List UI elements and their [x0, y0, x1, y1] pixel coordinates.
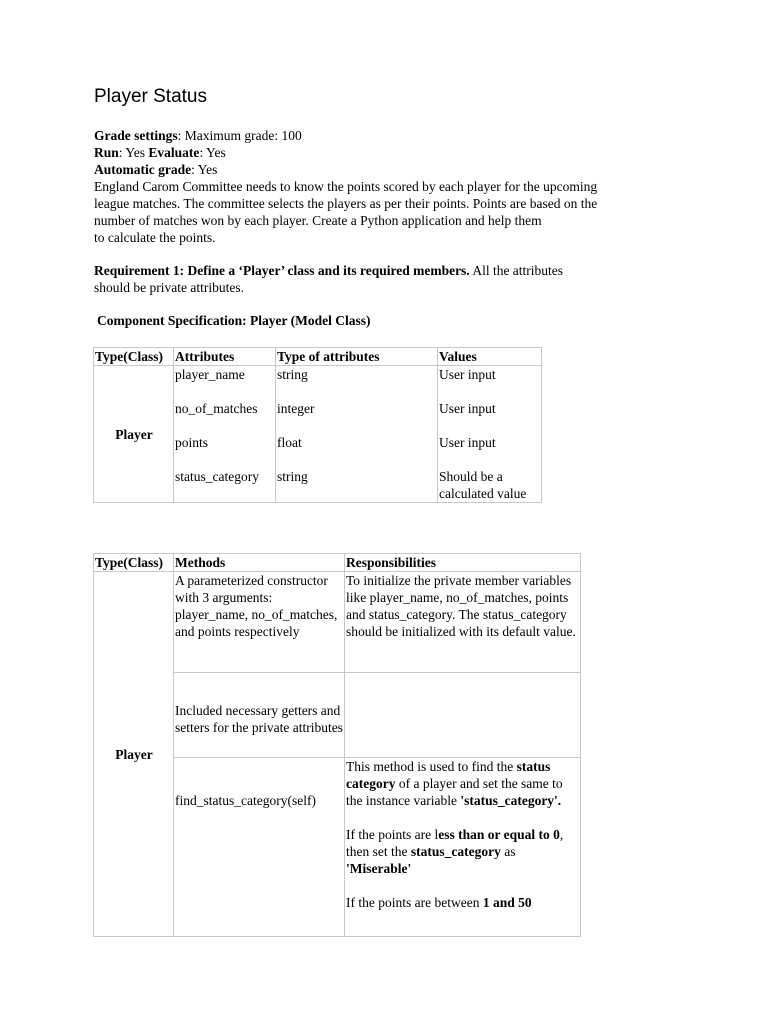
header-cell: Type of attributes: [276, 348, 438, 366]
attribute-types-cell: [276, 366, 438, 503]
run-label: Run: [94, 145, 119, 160]
intro-line: league matches. The committee selects the players as per their points. Points are based on the: [94, 196, 598, 211]
attribute-value: Should be a calculated value: [439, 469, 527, 501]
responsibility-cell: [345, 673, 581, 758]
requirement-text-2: should be private attributes.: [94, 280, 244, 295]
grade-block: [94, 127, 684, 246]
automatic-grade-value: : Yes: [191, 162, 218, 177]
resp-text: , then set the: [346, 827, 564, 859]
intro-line: to calculate the points.: [94, 230, 216, 245]
run-evaluate-line: [94, 144, 684, 161]
header-cell: Type(Class): [94, 554, 174, 572]
responsibility-paragraph: [346, 758, 580, 809]
resp-bold: ess than or equal to 0: [438, 827, 560, 842]
evaluate-label: Evaluate: [148, 145, 200, 160]
resp-text: This method is used to find the: [346, 759, 517, 774]
attribute-values-cell: [438, 366, 542, 503]
method-text: Included necessary getters and setters for the private attributes: [175, 703, 343, 735]
method-cell: [174, 673, 345, 758]
intro-line: number of matches won by each player. Create a Python application and help them: [94, 213, 542, 228]
component-spec-heading: Component Specification: Player (Model Class): [97, 313, 371, 328]
attribute-name: points: [175, 435, 209, 450]
method-cell: A parameterized constructor with 3 arguments: player_name, no_of_matches, and points respectively: [174, 572, 345, 673]
attribute-value: User input: [439, 367, 496, 382]
page-title: Player Status: [94, 86, 207, 107]
resp-bold: 'Miserable': [346, 861, 412, 876]
header-cell: Responsibilities: [345, 554, 581, 572]
evaluate-value: : Yes: [199, 145, 226, 160]
responsibility-paragraph: [346, 894, 580, 911]
requirement-text: All the attributes: [469, 263, 564, 278]
attribute-value: User input: [439, 401, 496, 416]
attribute-name: player_name: [175, 367, 245, 382]
automatic-grade-line: [94, 161, 684, 178]
table-row: [94, 366, 542, 503]
requirement-1: [94, 262, 694, 296]
attribute-type: string: [277, 469, 308, 484]
grade-settings-value: : Maximum grade: 100: [177, 128, 302, 143]
attributes-table: [93, 347, 542, 503]
resp-text: as: [500, 844, 516, 859]
intro-line: England Carom Committee needs to know the points scored by each player for the upcoming: [94, 179, 598, 194]
responsibility-paragraph: [346, 826, 580, 877]
table-header-row: [94, 554, 581, 572]
resp-text: of a player and set the same to the instance variable: [346, 776, 563, 808]
table-header-row: [94, 348, 542, 366]
attribute-name: no_of_matches: [175, 401, 258, 416]
header-cell: Methods: [174, 554, 345, 572]
resp-bold: status_category: [410, 844, 501, 859]
attribute-type: string: [277, 367, 308, 382]
class-type-cell: Player: [94, 366, 174, 503]
attribute-type: integer: [277, 401, 315, 416]
grade-settings-label: Grade settings: [94, 128, 178, 143]
grade-settings-line: [94, 127, 684, 144]
responsibility-cell: To initialize the private member variables like player_name, no_of_matches, points and status_category. The status_category should be initialized with its default value.: [345, 572, 581, 673]
class-type-cell: Player: [94, 572, 174, 937]
method-text: find_status_category(self): [175, 793, 316, 808]
header-cell: Type(Class): [94, 348, 174, 366]
header-cell: Values: [438, 348, 542, 366]
resp-bold: 'status_category'.: [460, 793, 562, 808]
run-value: : Yes: [118, 145, 149, 160]
resp-text: If the points are l: [346, 827, 439, 842]
resp-text: If the points are between: [346, 895, 483, 910]
attribute-value: User input: [439, 435, 496, 450]
resp-bold: status category: [346, 759, 551, 791]
automatic-grade-label: Automatic grade: [94, 162, 192, 177]
attributes-cell: [174, 366, 276, 503]
attribute-name: status_category: [175, 469, 259, 484]
methods-table: [93, 553, 581, 937]
attribute-type: float: [277, 435, 302, 450]
responsibility-cell: [345, 758, 581, 937]
resp-bold: 1 and 50: [482, 895, 532, 910]
requirement-heading: Requirement 1: Define a ‘Player’ class and its required members.: [94, 263, 470, 278]
header-cell: Attributes: [174, 348, 276, 366]
method-cell: [174, 758, 345, 937]
table-row: [94, 572, 581, 673]
